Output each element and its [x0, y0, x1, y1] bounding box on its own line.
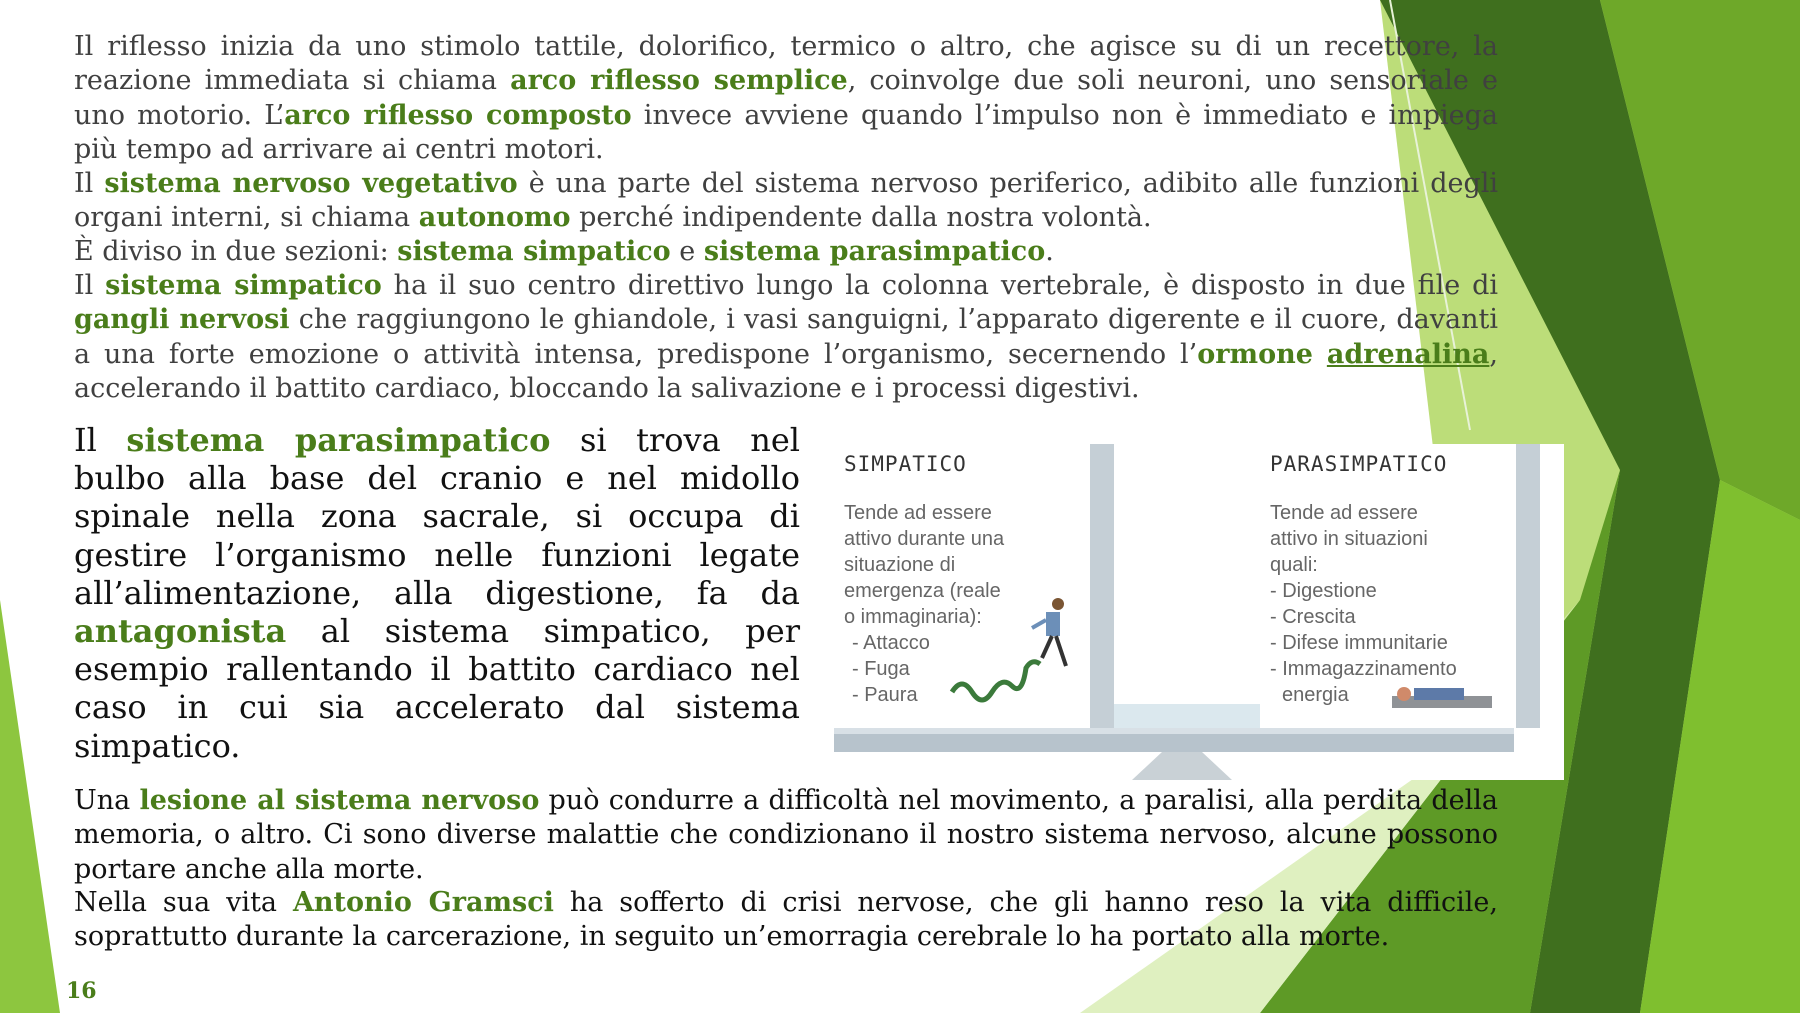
- text: e: [670, 236, 704, 267]
- text: ha il suo centro direttivo lungo la colonna vertebrale, è disposto in due file di: [381, 270, 1498, 301]
- term-sistema-simpatico: sistema simpatico: [105, 270, 382, 301]
- paragraph-two-sections: [74, 235, 1498, 269]
- page-number: 16: [66, 978, 97, 1004]
- line: attivo in situazioni: [1270, 528, 1428, 550]
- text: Nella sua vita: [74, 887, 293, 918]
- term-arco-riflesso-composto: arco riflesso composto: [284, 99, 632, 131]
- line: situazione di: [844, 554, 956, 576]
- text: Il riflesso inizia da uno stimolo tattile, dolorifico, termico o altro, che agisce su di un recettore, la reazione immediata si chiama: [74, 31, 1498, 97]
- simpatico-title: SIMPATICO: [844, 452, 967, 476]
- text: che raggiungono le ghiandole, i vasi sanguigni, l’apparato digerente e il cuore, davanti a una forte emozione o attività intensa, predispone l’organismo, secernendo l’: [74, 304, 1498, 370]
- text: , accelerando il battito cardiaco, bloccando la salivazione e i processi digestivi.: [74, 338, 1498, 404]
- term-autonomo: autonomo: [418, 202, 571, 234]
- term-sistema-parasimpatico: sistema parasimpatico: [126, 421, 551, 459]
- line: - Difese immunitarie: [1270, 632, 1448, 654]
- parasimpatico-title: PARASIMPATICO: [1270, 452, 1448, 476]
- paragraph-lesion: [74, 784, 1498, 887]
- simpatico-description: [844, 500, 1004, 708]
- text: Il: [74, 421, 127, 459]
- line: energia: [1282, 684, 1349, 706]
- line: Tende ad essere: [844, 502, 992, 524]
- text: può condurre a difficoltà nel movimento, a paralisi, alla perdita della memoria, o altro. Ci sono diverse malattie che condizionano il nostro sistema nervoso, alcune possono portare anche alla morte.: [74, 785, 1498, 885]
- text: al sistema simpatico, per esempio rallentando il battito cardiaco nel caso in cui sia accelerato dal sistema simpatico.: [74, 612, 800, 765]
- line: - Crescita: [1270, 606, 1356, 628]
- term-antagonista: antagonista: [74, 612, 287, 651]
- term-arco-riflesso-semplice: arco riflesso semplice: [510, 65, 848, 97]
- sympathetic-parasympathetic-figure: [832, 444, 1564, 780]
- term-adrenalina: adrenalina: [1326, 338, 1490, 370]
- line: - Digestione: [1270, 580, 1377, 602]
- term-lesione-al-sistema-nervoso: lesione al sistema nervoso: [139, 785, 540, 816]
- term-ormone: ormone: [1197, 338, 1313, 370]
- text: È diviso in due sezioni:: [74, 236, 398, 267]
- text: Il: [74, 168, 105, 199]
- line: - Paura: [852, 684, 918, 706]
- text: Una: [74, 785, 140, 816]
- text: è una parte del sistema nervoso periferico, adibito alle funzioni degli organi interni, si chiama: [74, 168, 1499, 234]
- paragraph-reflex-arc: [74, 30, 1498, 167]
- text: ha sofferto di crisi nervose, che gli hanno reso la vita difficile, soprattutto durante la carcerazione, in seguito un’emorragia cerebrale lo ha portato alla morte.: [74, 887, 1498, 953]
- line: quali:: [1270, 554, 1318, 576]
- text: , coinvolge due soli neuroni, uno sensoriale e uno motorio. L’: [74, 65, 1498, 131]
- term-antonio-gramsci: Antonio Gramsci: [292, 887, 554, 918]
- paragraph-parasympathetic: [74, 421, 800, 765]
- line: - Attacco: [852, 632, 930, 654]
- term-gangli-nervosi: gangli nervosi: [74, 304, 290, 336]
- line: Tende ad essere: [1270, 502, 1418, 524]
- line: emergenza (reale: [844, 580, 1001, 602]
- paragraph-gramsci: [74, 886, 1498, 955]
- paragraph-sympathetic: [74, 269, 1498, 406]
- text: .: [1045, 236, 1054, 267]
- line: attivo durante una: [844, 528, 1005, 550]
- text: Il: [74, 270, 106, 301]
- paragraph-vegetative-system: [74, 167, 1498, 236]
- text: [1313, 339, 1327, 370]
- term-sistema-parasimpatico: sistema parasimpatico: [703, 236, 1046, 267]
- term-sistema-nervoso-vegetativo: sistema nervoso vegetativo: [104, 168, 518, 199]
- line: - Fuga: [852, 658, 910, 680]
- parasimpatico-description: [1270, 500, 1457, 708]
- line: - Immagazzinamento: [1270, 658, 1457, 680]
- line: o immaginaria):: [844, 606, 982, 628]
- text: invece avviene quando l’impulso non è immediato e impiega più tempo ad arrivare ai centri motori.: [74, 99, 1498, 165]
- term-sistema-simpatico: sistema simpatico: [397, 236, 671, 267]
- text: si trova nel bulbo alla base del cranio e nel midollo spinale nella zona sacrale, si occupa di gestire l’organismo nelle funzioni legate all’alimentazione, alla digestione, fa da: [74, 421, 801, 612]
- text: perché indipendente dalla nostra volontà.: [570, 202, 1152, 234]
